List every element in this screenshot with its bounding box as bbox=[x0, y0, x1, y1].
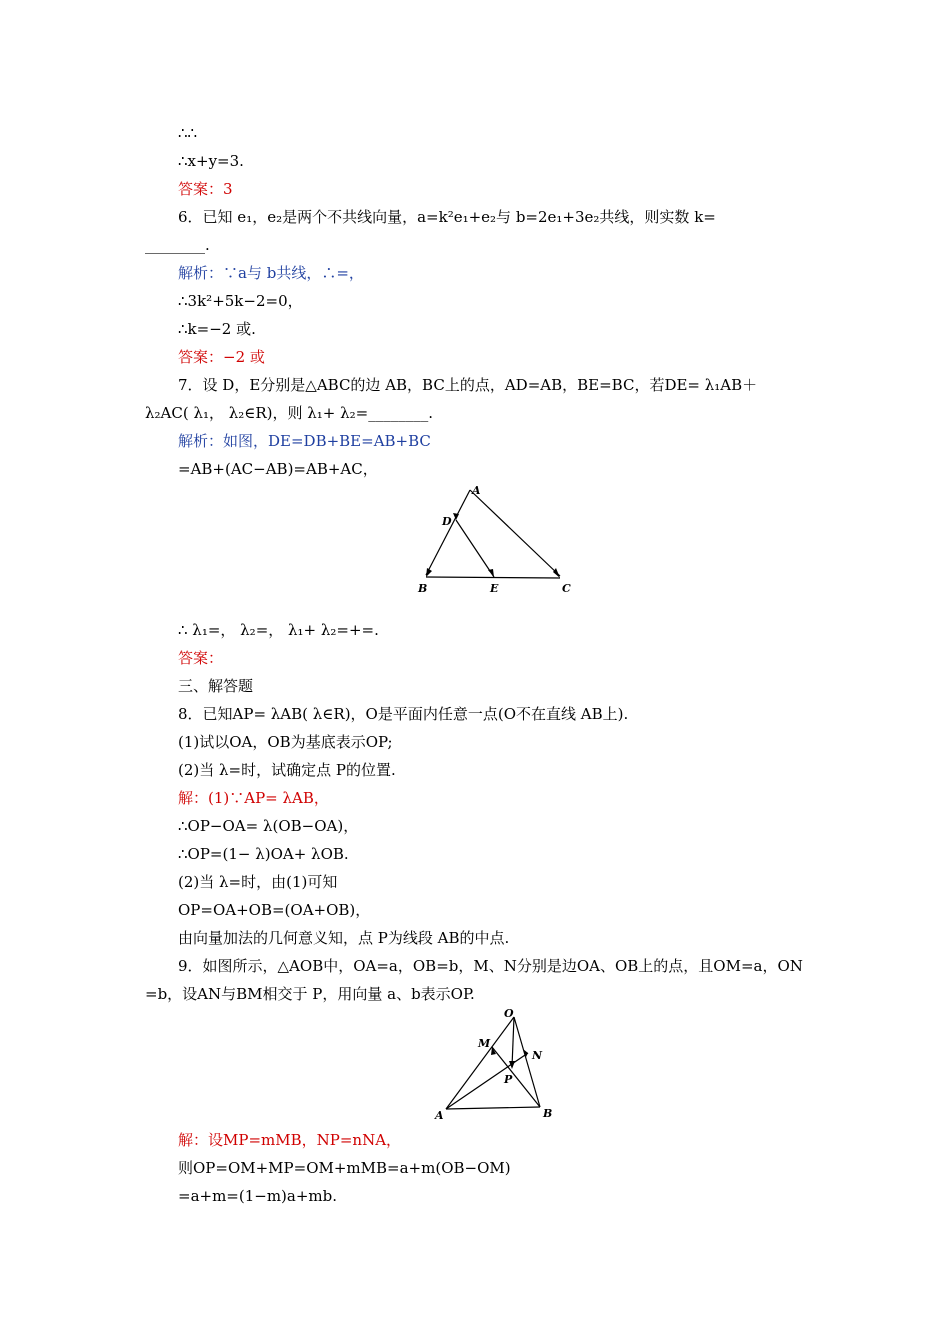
answer-line: 答案： bbox=[178, 649, 224, 667]
text-line: =AB+(AC−AB)=AB+AC， bbox=[178, 460, 378, 478]
text-line: (1)试以OA，OB为基底表示OP; bbox=[178, 733, 393, 751]
label-C: C bbox=[562, 582, 571, 595]
text-line: =b，设AN与BM相交于 P，用向量 a、b表示OP. bbox=[145, 985, 475, 1003]
label-B: B bbox=[418, 582, 428, 595]
question-7: 7．设 D，E分别是△ABC的边 AB，BC上的点，AD=AB，BE=BC，若DE= λ₁AB＋ bbox=[178, 376, 758, 394]
question-9: 9．如图所示，△AOB中，OA=a，OB=b，M、N分别是边OA、OB上的点，且OM=a，ON bbox=[178, 957, 803, 975]
text-line: OP=OA+OB=(OA+OB)， bbox=[178, 901, 371, 919]
text-line: 由向量加法的几何意义知，点 P为线段 AB的中点. bbox=[178, 929, 510, 947]
label-E: E bbox=[490, 582, 499, 595]
answer-line: 答案：−2 或 bbox=[178, 348, 265, 366]
label-B: B bbox=[543, 1107, 553, 1120]
text-line: ∴3k²+5k−2=0， bbox=[178, 292, 303, 310]
label-A: A bbox=[472, 484, 481, 497]
text-line: ∴ λ₁=， λ₂=， λ₁+ λ₂=+=. bbox=[178, 621, 379, 639]
text-line: ∴OP=(1− λ)OA+ λOB. bbox=[178, 845, 349, 863]
triangle-abc-figure bbox=[410, 480, 580, 600]
label-D: D bbox=[442, 515, 452, 528]
solution-line: 解：(1)∵AP= λAB， bbox=[178, 789, 329, 807]
label-A: A bbox=[435, 1109, 444, 1122]
label-N: N bbox=[532, 1049, 543, 1062]
text-line: ∴x+y=3. bbox=[178, 152, 244, 170]
text-line: ________. bbox=[145, 236, 210, 254]
analysis-line: 解析：如图，DE=DB+BE=AB+BC bbox=[178, 432, 431, 450]
text-line: ∴k=−2 或. bbox=[178, 320, 256, 338]
label-P: P bbox=[504, 1073, 513, 1086]
question-6: 6．已知 e₁，e₂是两个不共线向量，a=k²e₁+e₂与 b=2e₁+3e₂共线，则实数 k= bbox=[178, 208, 716, 226]
triangle-aob-figure bbox=[430, 1005, 560, 1125]
solution-line: 解：设MP=mMB，NP=nNA， bbox=[178, 1131, 402, 1149]
analysis-line: 解析：∵a与 b共线，∴=， bbox=[178, 264, 364, 282]
text-line: (2)当 λ=时，由(1)可知 bbox=[178, 873, 338, 891]
text-line: λ₂AC( λ₁， λ₂∈R)，则 λ₁+ λ₂=________. bbox=[145, 404, 433, 422]
label-O: O bbox=[504, 1007, 514, 1020]
text-line: ∴∴ bbox=[178, 124, 198, 142]
question-8: 8．已知AP= λAB( λ∈R)，O是平面内任意一点(O不在直线 AB上). bbox=[178, 705, 629, 723]
label-M: M bbox=[478, 1037, 491, 1050]
section-heading: 三、解答题 bbox=[178, 677, 254, 695]
answer-line: 答案：3 bbox=[178, 180, 233, 198]
text-line: =a+m=(1−m)a+mb. bbox=[178, 1187, 338, 1205]
text-line: ∴OP−OA= λ(OB−OA)， bbox=[178, 817, 359, 835]
text-line: (2)当 λ=时，试确定点 P的位置. bbox=[178, 761, 396, 779]
text-line: 则OP=OM+MP=OM+mMB=a+m(OB−OM) bbox=[178, 1159, 511, 1177]
